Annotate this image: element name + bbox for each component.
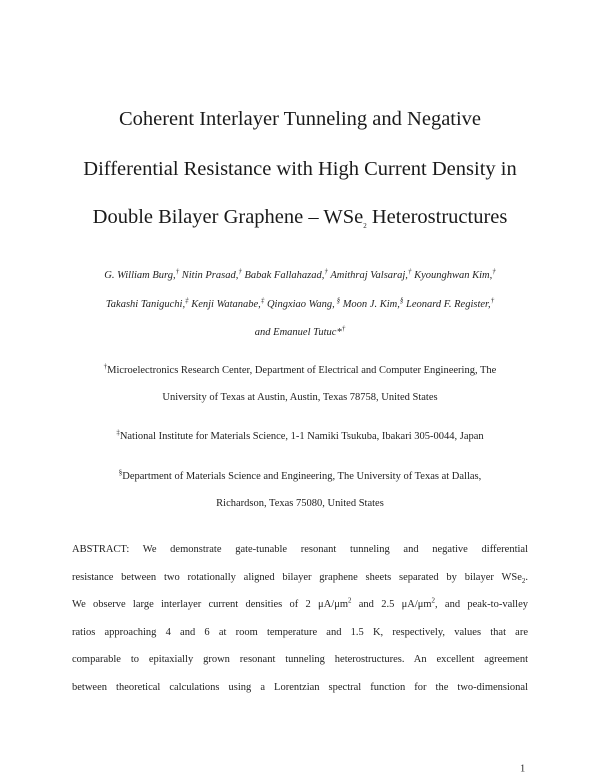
affiliation-mark: †	[103, 362, 108, 371]
page-number: 1	[520, 763, 526, 775]
affiliation-text: Department of Materials Science and Engineering, The University of Texas at Dallas,	[122, 471, 482, 482]
title-subscript: 2	[363, 222, 367, 231]
author-mark: †	[407, 267, 412, 276]
abstract-subscript: 2	[521, 577, 526, 586]
author: Babak Fallahazad,	[241, 270, 325, 281]
affiliation-text: Microelectronics Research Center, Department of Electrical and Computer Engineering, The	[107, 365, 497, 376]
abstract-text: .	[525, 572, 528, 583]
abstract-line-3	[72, 598, 528, 612]
author: Kenji Watanabe,	[188, 299, 261, 310]
affiliation-1-line-1	[0, 364, 600, 378]
title-line-3-text: Double Bilayer Graphene – WSe	[92, 206, 364, 228]
author-mark: ‡	[185, 296, 189, 305]
author-mark: †	[324, 267, 328, 276]
abstract-line-6: between theoretical calculations using a Lorentzian spectral function for the two-dimensional	[72, 682, 528, 693]
affiliation-mark: ‡	[116, 428, 120, 437]
author: Kyounghwan Kim,	[411, 270, 493, 281]
author: Moon J. Kim,	[340, 299, 400, 310]
affiliation-2	[0, 430, 600, 444]
author: Qingxiao Wang,	[264, 299, 335, 310]
authors-line-1	[0, 269, 600, 283]
author: G. William Burg,	[104, 270, 176, 281]
author: Takashi Taniguchi,	[105, 299, 186, 310]
abstract-superscript: 2	[431, 596, 436, 605]
affiliation-1-line-2: University of Texas at Austin, Austin, Texas 78758, United States	[162, 392, 438, 403]
abstract-line-2	[72, 571, 528, 585]
abstract-line-5: comparable to epitaxially grown resonant tunneling heterostructures. An excellent agreement	[72, 654, 528, 665]
abstract-superscript: 2	[348, 596, 352, 605]
title-line-1: Coherent Interlayer Tunneling and Negative	[118, 108, 482, 130]
affiliation-mark: §	[118, 468, 123, 477]
abstract-text: and 2.5 μA/μm	[351, 599, 432, 610]
author-mark: †	[492, 267, 496, 276]
abstract-text: resistance between two rotationally aligned bilayer graphene sheets separated by bilayer WSe	[72, 572, 522, 583]
title-line-3	[0, 205, 600, 229]
author-mark: †	[238, 267, 242, 276]
author-mark: †	[341, 324, 346, 333]
affiliation-3-line-1	[0, 470, 600, 484]
authors-line-3	[0, 326, 600, 340]
author-mark: †	[175, 267, 180, 276]
affiliation-3-line-2: Richardson, Texas 75080, United States	[216, 498, 384, 509]
author: and Emanuel Tutuc*	[254, 327, 342, 338]
affiliation-text: National Institute for Materials Science, 1-1 Namiki Tsukuba, Ibakari 305-0044, Japan	[119, 431, 484, 442]
author-mark: †	[490, 296, 495, 305]
author: Leonard F. Register,	[403, 299, 491, 310]
abstract-text: We observe large interlayer current densities of 2 μA/μm	[72, 599, 348, 610]
abstract-line-4: ratios approaching 4 and 6 at room temperature and 1.5 K, respectively, values that are	[72, 627, 528, 638]
author-mark: §	[334, 296, 341, 305]
abstract-text: , and peak-to-valley	[435, 599, 528, 610]
title-line-3-tail: Heterostructures	[366, 206, 508, 228]
authors-line-2	[0, 298, 600, 312]
title-line-2: Differential Resistance with High Current Density in	[83, 158, 517, 180]
author-mark: ‡	[260, 296, 265, 305]
author: Nitin Prasad,	[179, 270, 239, 281]
author-mark: §	[399, 296, 404, 305]
abstract-line-1: ABSTRACT: We demonstrate gate-tunable resonant tunneling and negative differential	[72, 544, 528, 555]
author: Amithraj Valsaraj,	[327, 270, 408, 281]
